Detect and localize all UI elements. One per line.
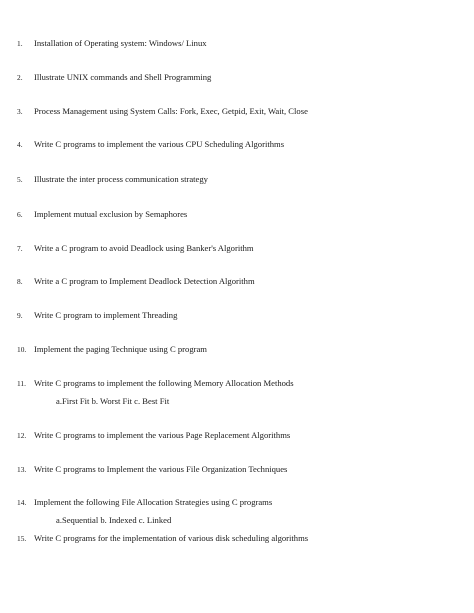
item-text: Implement mutual exclusion by Semaphores: [34, 209, 188, 219]
item-text: Illustrate the inter process communication strategy: [34, 174, 208, 184]
item-number: 15.: [17, 534, 27, 543]
item-text: Write C program to implement Threading: [34, 310, 178, 320]
item-number: 10.: [17, 345, 27, 354]
item-text: Write C programs to Implement the various File Organization Techniques: [34, 464, 288, 474]
item-text: Illustrate UNIX commands and Shell Programming: [34, 72, 212, 82]
item-number: 7.: [17, 244, 23, 253]
item-number: 5.: [17, 175, 23, 184]
item-text: Write a C program to Implement Deadlock Detection Algorithm: [34, 276, 255, 286]
item-text: Process Management using System Calls: Fork, Exec, Getpid, Exit, Wait, Close: [34, 106, 308, 116]
item-number: 12.: [17, 431, 27, 440]
item-text: Write a C program to avoid Deadlock using Banker's Algorithm: [34, 243, 254, 253]
item-number: 11.: [17, 379, 26, 388]
item-text: Write C programs for the implementation of various disk scheduling algorithms: [34, 533, 309, 543]
list-item-11-options: a.First Fit b. Worst Fit c. Best Fit: [56, 396, 170, 406]
item-text: Implement the paging Technique using C program: [34, 344, 207, 354]
item-number: 8.: [17, 277, 23, 286]
item-number: 6.: [17, 210, 23, 219]
item-number: 2.: [17, 73, 23, 82]
item-number: 3.: [17, 107, 23, 116]
item-number: 1.: [17, 39, 23, 48]
item-text: Write C programs to implement the following Memory Allocation Methods: [34, 378, 294, 388]
item-text: Implement the following File Allocation Strategies using C programs: [34, 497, 273, 507]
item-number: 13.: [17, 465, 27, 474]
item-number: 14.: [17, 498, 27, 507]
list-item-14-options: a.Sequential b. Indexed c. Linked: [56, 515, 172, 525]
item-text: Installation of Operating system: Windows/ Linux: [34, 38, 207, 48]
item-number: 9.: [17, 311, 23, 320]
item-number: 4.: [17, 140, 23, 149]
item-text: Write C programs to implement the various CPU Scheduling Algorithms: [34, 139, 285, 149]
item-text: Write C programs to implement the various Page Replacement Algorithms: [34, 430, 291, 440]
